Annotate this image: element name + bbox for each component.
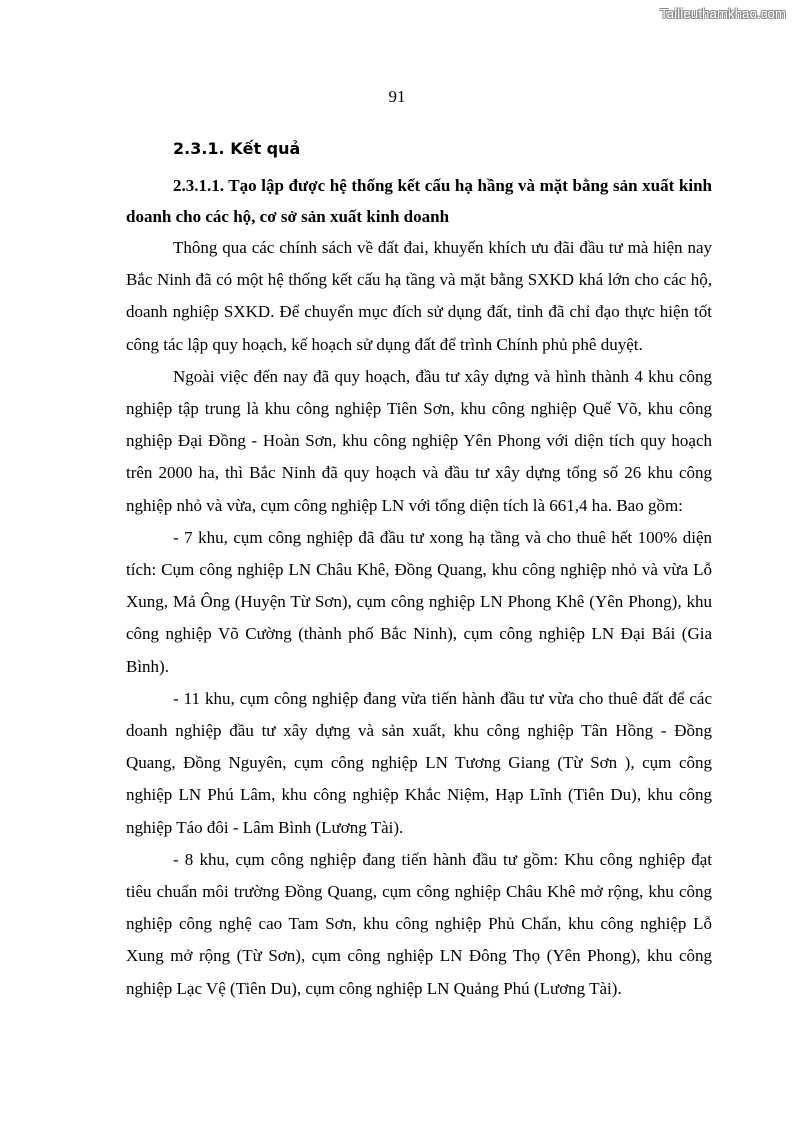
watermark: Tailieuthamkhao.com [660, 6, 786, 21]
paragraph-industrial-zones: Ngoài việc đến nay đã quy hoạch, đầu tư xây dựng và hình thành 4 khu công nghiệp tập trung là khu công nghiệp Tiên Sơn, khu công nghiệp Quế Võ, khu công nghiệp Đại Đồng - Hoàn Sơn, khu công nghiệp Yên Phong với diện tích quy hoạch trên 2000 ha, thì Bắc Ninh đã quy hoạch và đầu tư xây dựng tổng số 26 khu công nghiệp nhỏ và vừa, cụm công nghiệp LN với tổng diện tích là 661,4 ha. Bao gồm: [126, 366, 712, 515]
page-number: 91 [388, 87, 406, 106]
subsection-title: 2.3.1.1. Tạo lập được hệ thống kết cấu hạ hầng và mặt bằng sản xuất kinh doanh cho các hộ, cơ sở sản xuất kinh doanh [126, 176, 712, 226]
paragraph-in-progress-zones: - 11 khu, cụm công nghiệp đang vừa tiến hành đầu tư vừa cho thuê đất để các doanh nghiệp đầu tư xây dựng và sản xuất, khu công nghiệp Tân Hồng - Đồng Quang, Đồng Nguyên, cụm công nghiệp LN Tương Giang (Từ Sơn ), cụm công nghiệp LN Phú Lâm, khu công nghiệp Khắc Niệm, Hạp Lĩnh (Tiên Du), khu công nghiệp Táo đôi - Lâm Bình (Lương Tài). [126, 688, 712, 837]
paragraph-completed-zones: - 7 khu, cụm công nghiệp đã đầu tư xong hạ tầng và cho thuê hết 100% diện tích: Cụm công nghiệp LN Châu Khê, Đồng Quang, khu công nghiệp nhỏ và vừa Lỗ Xung, Mả Ông (Huyện Từ Sơn), cụm công nghiệp LN Phong Khê (Yên Phong), khu công nghiệp Võ Cường (thành phố Bắc Ninh), cụm công nghiệp LN Đại Bái (Gia Bình). [126, 527, 712, 676]
section-title: 2.3.1. Kết quả [173, 139, 301, 158]
document-body [126, 133, 712, 1005]
paragraph-planned-zones: - 8 khu, cụm công nghiệp đang tiến hành đầu tư gồm: Khu công nghiệp đạt tiêu chuẩn môi trường Đồng Quang, cụm công nghiệp Châu Khê mở rộng, khu công nghiệp công nghệ cao Tam Sơn, khu công nghiệp Phủ Chẩn, khu công nghiệp Lỗ Xung mở rộng (Từ Sơn), cụm công nghiệp LN Đông Thọ (Yên Phong), khu công nghiệp Lạc Vệ (Tiên Du), cụm công nghiệp LN Quảng Phú (Lương Tài). [126, 849, 712, 998]
paragraph-intro: Thông qua các chính sách về đất đai, khuyến khích ưu đãi đầu tư mà hiện nay Bắc Ninh đã có một hệ thống kết cấu hạ tầng và mặt bằng SXKD khá lớn cho các hộ, doanh nghiệp SXKD. Để chuyển mục đích sử dụng đất, tỉnh đã chỉ đạo thực hiện tốt công tác lập quy hoạch, kế hoạch sử dụng đất để trình Chính phủ phê duyệt. [126, 238, 712, 354]
